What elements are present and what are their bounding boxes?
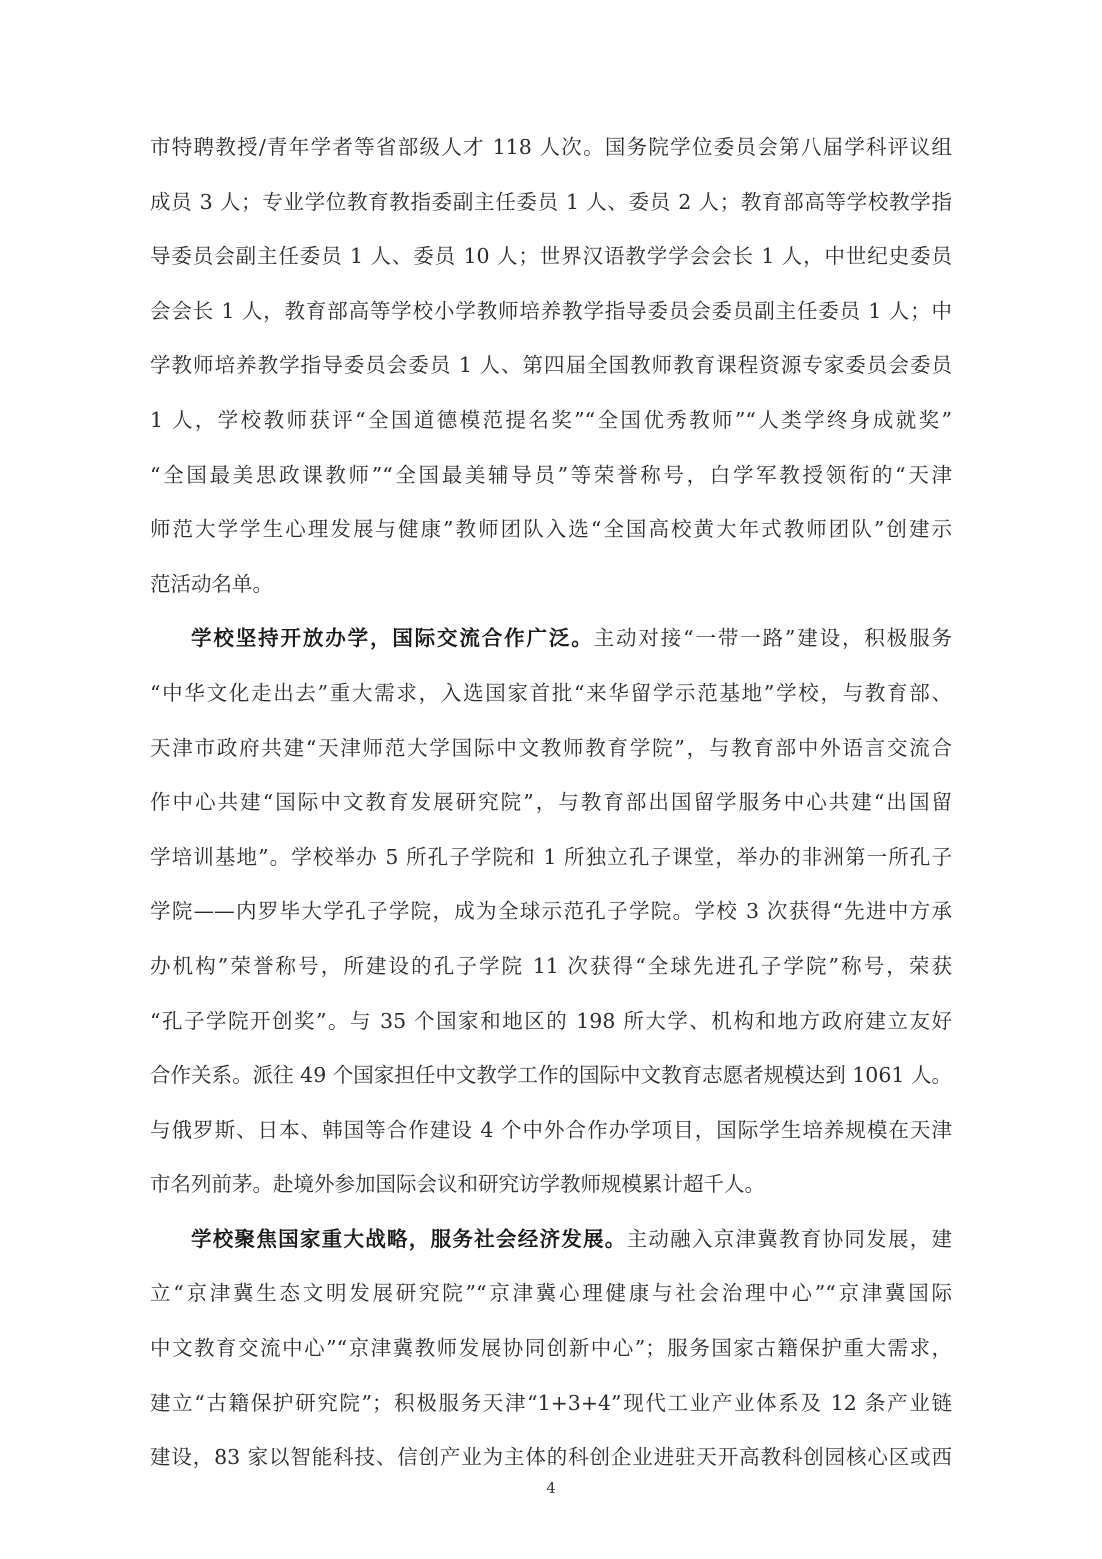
text-line: 立“京津冀生态文明发展研究院”“京津冀心理健康与社会治理中心”“京津冀国际 (150, 1281, 952, 1306)
text-line: 学教师培养教学指导委员会委员 1 人、第四届全国教师教育课程资源专家委员会委员 (150, 353, 952, 378)
text-line: 市名列前茅。赴境外参加国际会议和研究访学教师规模累计超千人。 (150, 1172, 765, 1197)
paragraph-national-strategy (150, 1219, 952, 1492)
text-line: 市特聘教授/青年学者等省部级人才 118 人次。国务院学位委员会第八届学科评议组 (150, 135, 952, 159)
text-line: 学培训基地”。学校举办 5 所孔子学院和 1 所独立孔子课堂，举办的非洲第一所孔子 (150, 844, 952, 869)
text-line: 天津市政府共建“天津师范大学国际中文教师教育学院”，与教育部中外语言交流合 (150, 735, 952, 760)
text-line: 会会长 1 人，教育部高等学校小学教师培养教学指导委员会委员副主任委员 1 人；中 (150, 298, 952, 323)
text-line: “全国最美思政课教师”“全国最美辅导员”等荣誉称号，白学军教授领衔的“天津 (150, 462, 952, 487)
text-line: 导委员会副主任委员 1 人、委员 10 人；世界汉语教学学会会长 1 人，中世纪史委员 (150, 244, 952, 269)
text-line-first (150, 618, 952, 673)
text-line: “中华文化走出去”重大需求，入选国家首批“来华留学示范基地”学校，与教育部、 (150, 680, 952, 705)
text-line: 建立“古籍保护研究院”；积极服务天津“1+3+4”现代工业产业体系及 12 条产业链 (150, 1390, 952, 1415)
text-line: 1 人，学校教师获评“全国道德模范提名奖”“全国优秀教师”“人类学终身成就奖” (150, 407, 952, 432)
document-page-body (150, 127, 952, 1492)
text-line: “孔子学院开创奖”。与 35 个国家和地区的 198 所大学、机构和地方政府建立友好 (150, 1008, 952, 1033)
text-line: 办机构”荣誉称号，所建设的孔子学院 11 次获得“全球先进孔子学院”称号，荣获 (150, 953, 952, 978)
text-line: 合作关系。派往 49 个国家担任中文教学工作的国际中文教育志愿者规模达到 1061 人。 (150, 1063, 952, 1088)
text-line: 成员 3 人；专业学位教育教指委副主任委员 1 人、委员 2 人；教育部高等学校教学指 (150, 189, 952, 214)
text-line: 与俄罗斯、日本、韩国等合作建设 4 个中外合作办学项目，国际学生培养规模在天津 (150, 1117, 952, 1142)
text-run: 主动融入京津冀教育协同发展，建 (626, 1226, 953, 1251)
text-line-first (150, 1219, 952, 1274)
paragraph-heading: 学校聚焦国家重大战略，服务社会经济发展。 (191, 1226, 627, 1251)
paragraph-talent-honors (150, 127, 952, 618)
text-line: 中文教育交流中心”“京津冀教师发展协同创新中心”；服务国家古籍保护重大需求， (150, 1336, 952, 1361)
text-line: 师范大学学生心理发展与健康”教师团队入选“全国高校黄大年式教师团队”创建示 (150, 517, 952, 542)
paragraph-international-exchange (150, 618, 952, 1219)
paragraph-heading: 学校坚持开放办学，国际交流合作广泛。 (191, 626, 594, 651)
text-line: 作中心共建“国际中文教育发展研究院”，与教育部出国留学服务中心共建“出国留 (150, 790, 952, 815)
text-line: 学院——内罗毕大学孔子学院，成为全球示范孔子学院。学校 3 次获得“先进中方承 (150, 899, 952, 924)
text-line: 范活动名单。 (150, 571, 273, 596)
text-run: 主动对接“一带一路”建设，积极服务 (593, 626, 952, 651)
page-number: 4 (546, 1479, 556, 1497)
text-line: 建设，83 家以智能科技、信创产业为主体的科创企业进驻天开高教科创园核心区或西 (150, 1445, 952, 1470)
